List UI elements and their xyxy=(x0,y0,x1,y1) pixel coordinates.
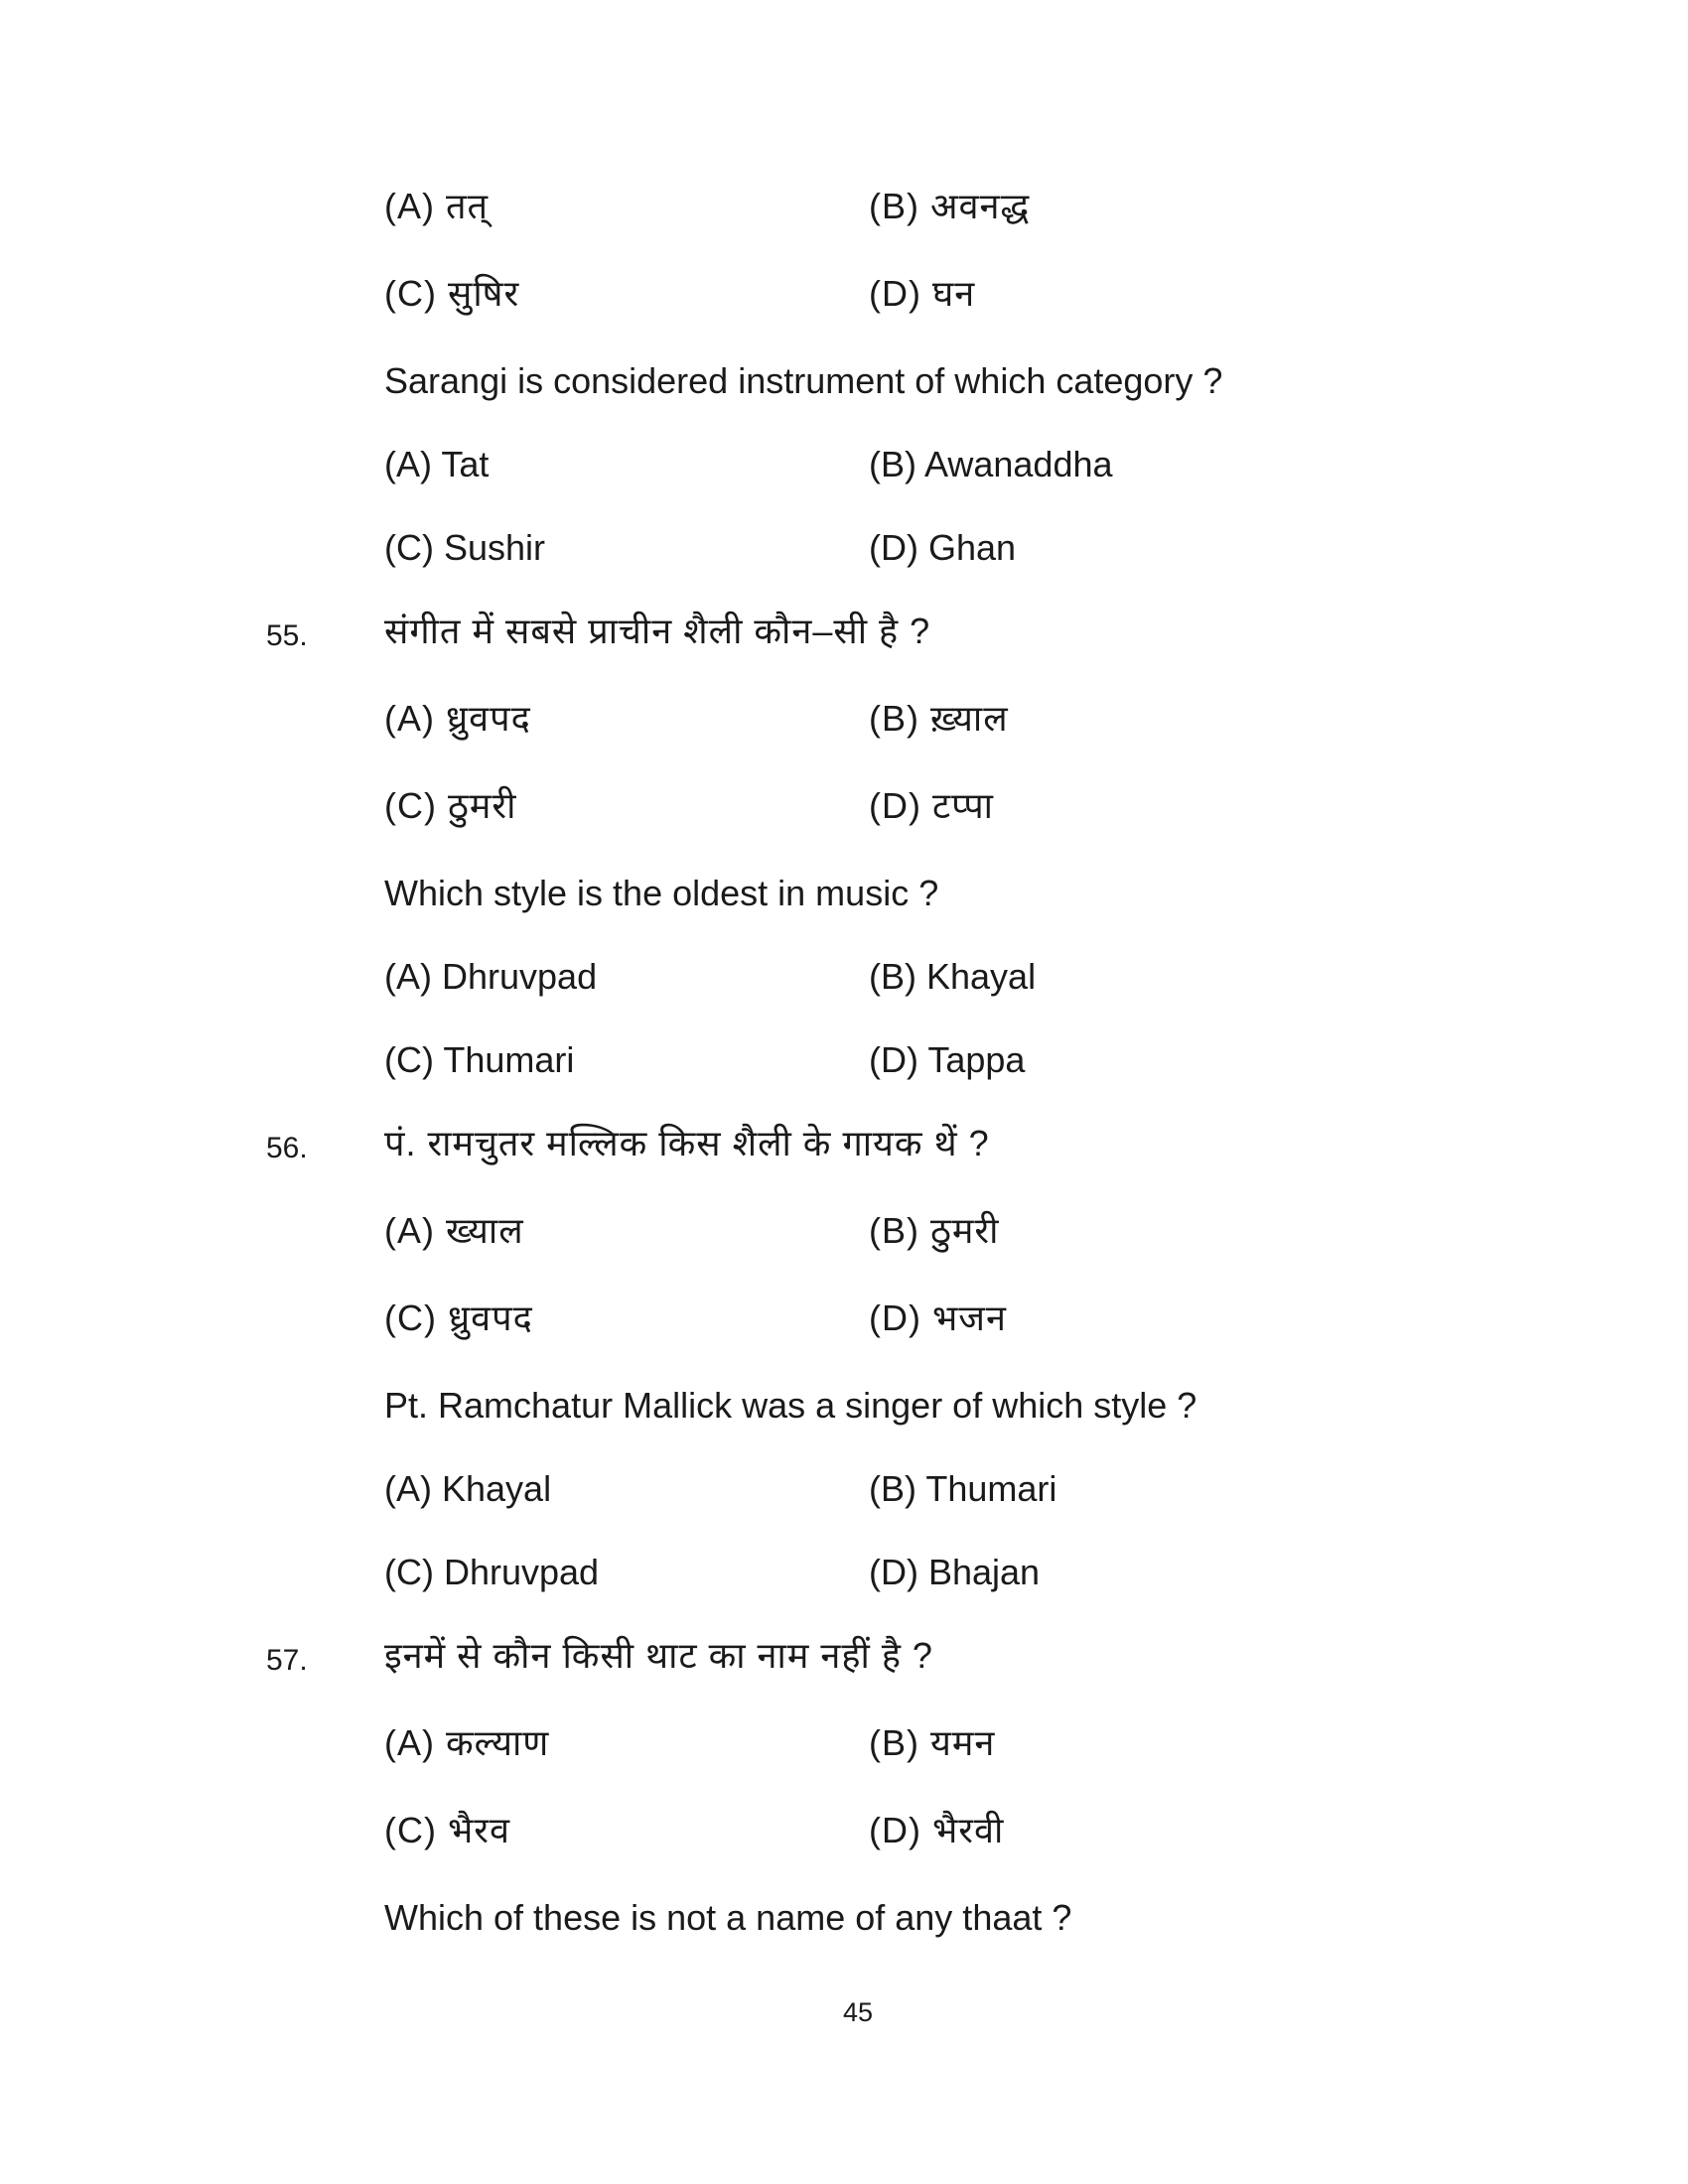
q56-hindi-question: पं. रामचुतर मल्लिक किस शैली के गायक थें ? xyxy=(384,1123,990,1163)
q56-number: 56. xyxy=(266,1132,308,1164)
q55-english-option-c: (C) Thumari xyxy=(384,1039,575,1080)
q54-english-question: Sarangi is considered instrument of which category ? xyxy=(384,360,1223,401)
q55-hindi-option-a: (A) ध्रुवपद xyxy=(384,698,531,739)
q56-english-question: Pt. Ramchatur Mallick was a singer of which style ? xyxy=(384,1385,1197,1426)
q55-english-option-a: (A) Dhruvpad xyxy=(384,956,598,997)
q56-hindi-option-b: (B) ठुमरी xyxy=(869,1210,1000,1251)
q55-english-question: Which style is the oldest in music ? xyxy=(384,873,939,913)
page-number: 45 xyxy=(842,1997,874,2027)
q56-hindi-option-a: (A) ख्याल xyxy=(384,1210,524,1251)
q54-hindi-option-b: (B) अवनद्ध xyxy=(869,186,1031,226)
q56-hindi-option-c: (C) ध्रुवपद xyxy=(384,1297,533,1338)
q57-hindi-option-b: (B) यमन xyxy=(869,1722,996,1763)
q56-english-option-b: (B) Thumari xyxy=(869,1468,1057,1509)
q54-english-option-d: (D) Ghan xyxy=(869,527,1017,568)
q55-hindi-question: संगीत में सबसे प्राचीन शैली कौन–सी है ? xyxy=(384,611,931,651)
q54-english-option-b: (B) Awanaddha xyxy=(869,444,1113,484)
q57-hindi-option-d: (D) भैरवी xyxy=(869,1810,1005,1850)
q54-hindi-option-a: (A) तत् xyxy=(384,186,490,226)
q54-hindi-option-c: (C) सुषिर xyxy=(384,273,520,314)
q56-hindi-option-d: (D) भजन xyxy=(869,1297,1007,1338)
q57-number: 57. xyxy=(266,1644,308,1677)
q54-english-option-c: (C) Sushir xyxy=(384,527,546,568)
q55-hindi-option-b: (B) ख़्याल xyxy=(869,698,1009,739)
q57-hindi-option-a: (A) कल्याण xyxy=(384,1722,550,1763)
q55-english-option-d: (D) Tappa xyxy=(869,1039,1026,1080)
q57-english-question: Which of these is not a name of any thaat ? xyxy=(384,1897,1072,1938)
q57-hindi-question: इनमें से कौन किसी थाट का नाम नहीं है ? xyxy=(384,1635,933,1676)
q56-english-option-a: (A) Khayal xyxy=(384,1468,552,1509)
q54-english-option-a: (A) Tat xyxy=(384,444,490,484)
q56-english-option-c: (C) Dhruvpad xyxy=(384,1552,600,1592)
q55-hindi-option-d: (D) टप्पा xyxy=(869,785,994,826)
q56-english-option-d: (D) Bhajan xyxy=(869,1552,1041,1592)
q55-english-option-b: (B) Khayal xyxy=(869,956,1037,997)
q55-hindi-option-c: (C) ठुमरी xyxy=(384,785,517,826)
q54-hindi-option-d: (D) घन xyxy=(869,273,976,314)
q57-hindi-option-c: (C) भैरव xyxy=(384,1810,511,1850)
q55-number: 55. xyxy=(266,619,308,652)
